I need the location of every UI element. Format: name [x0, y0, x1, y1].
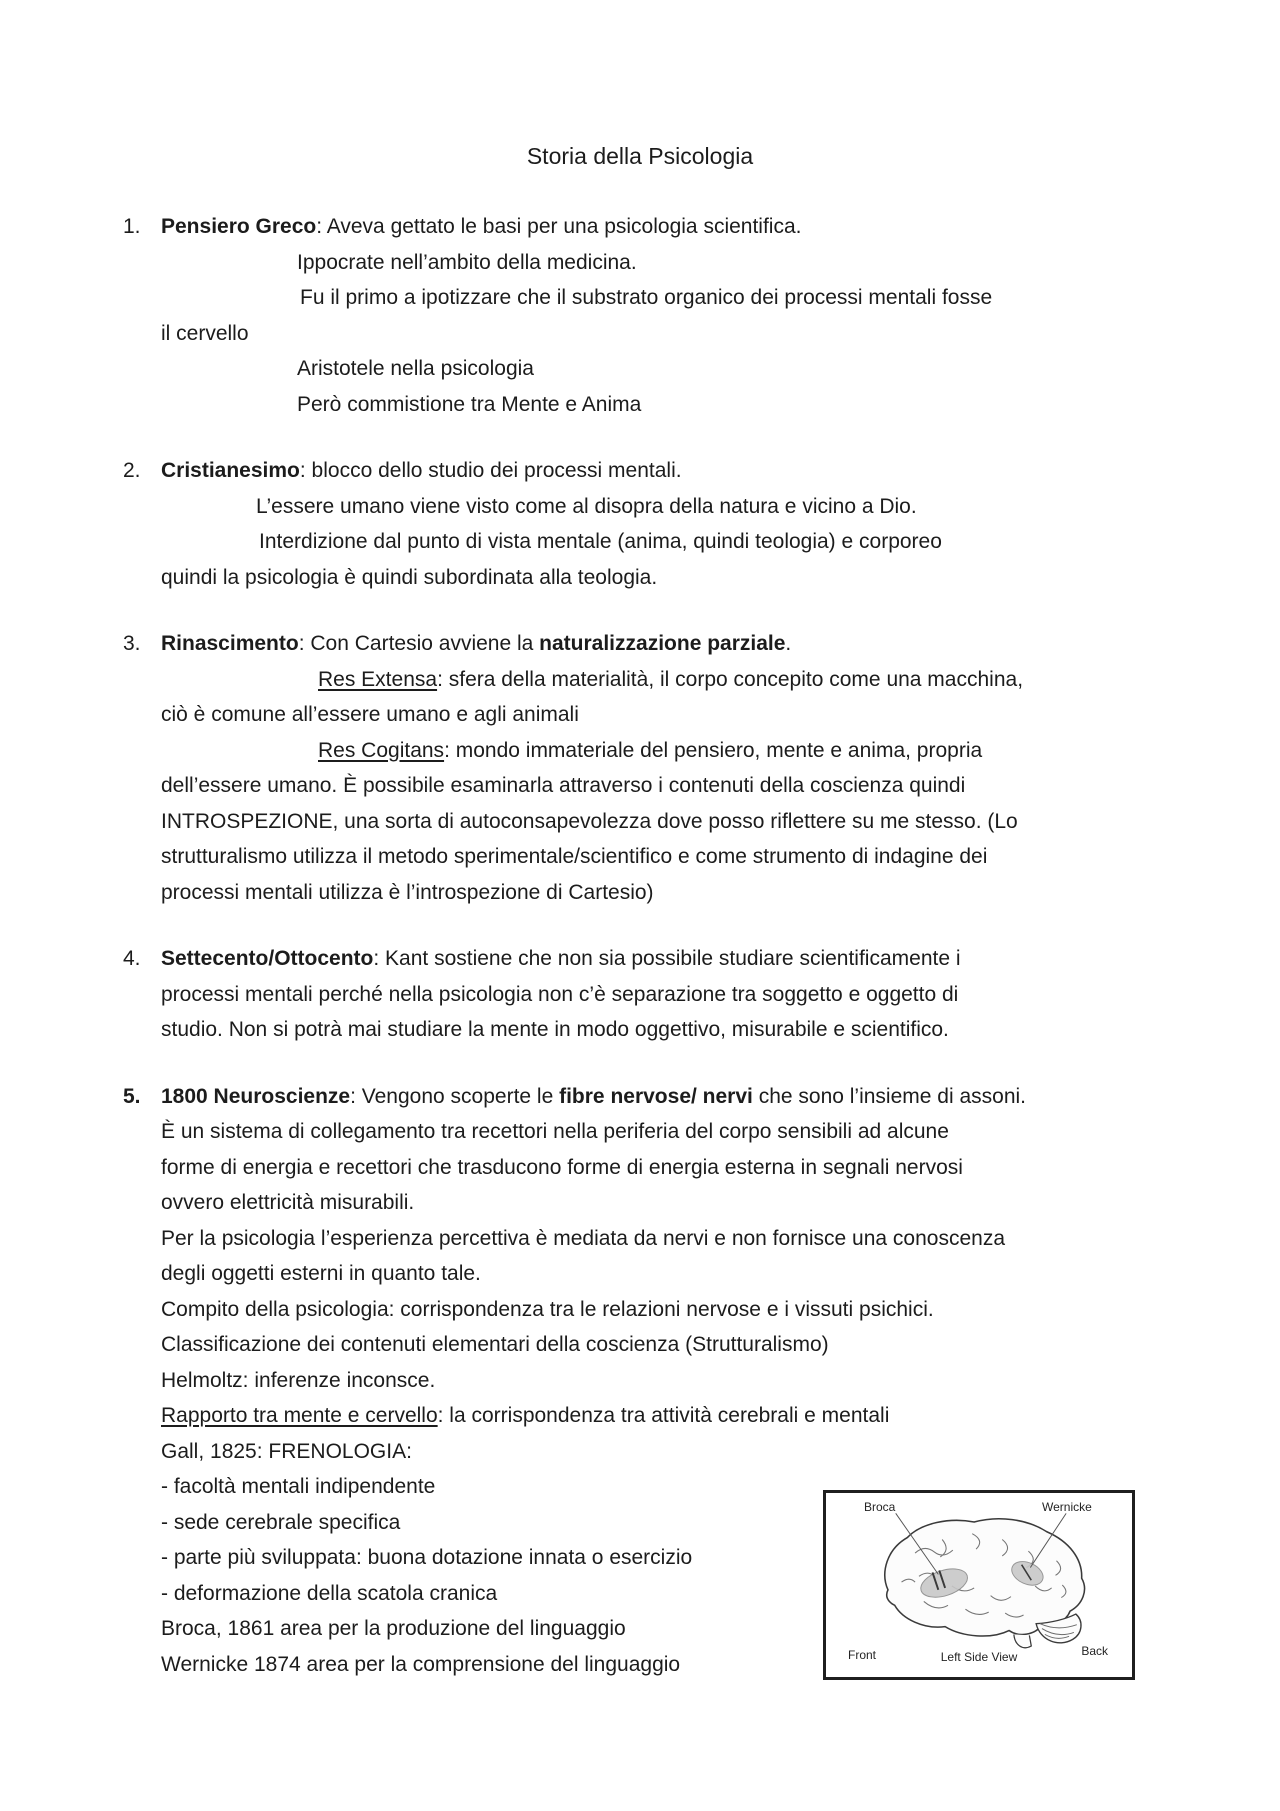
text-segment: Interdizione dal punto di vista mentale (anima, quindi teologia) e corporeo — [259, 530, 942, 553]
text-line — [161, 280, 1161, 316]
text-segment: processi mentali utilizza è l’introspezione di Cartesio) — [161, 880, 654, 904]
item-number: 3. — [123, 632, 141, 655]
text-segment: strutturalismo utilizza il metodo sperimentale/scientifico e come strumento di indagine dei — [161, 845, 988, 868]
text-segment: - sede cerebrale specifica — [161, 1510, 401, 1534]
text-segment: Settecento/Ottocento — [161, 947, 374, 970]
wernicke-label: Wernicke — [1042, 1500, 1092, 1514]
brain-figure — [823, 1490, 1135, 1680]
text-segment: che sono l’insieme di assoni. — [752, 1084, 1027, 1108]
text-line — [161, 1185, 1161, 1221]
item-number: 2. — [123, 459, 141, 482]
text-segment: il cervello — [161, 321, 249, 345]
brain-stem — [1014, 1634, 1031, 1647]
list-item — [123, 941, 1161, 1048]
text-line — [161, 875, 1161, 911]
text-segment: Pensiero Greco — [161, 215, 317, 238]
text-line — [161, 839, 1161, 875]
brain-outline — [885, 1519, 1085, 1636]
text-segment: Gall, 1825: FRENOLOGIA: — [161, 1439, 412, 1463]
text-segment: Wernicke 1874 area per la comprensione del linguaggio — [161, 1652, 681, 1676]
text-segment: Broca, 1861 area per la produzione del linguaggio — [161, 1617, 626, 1640]
text-segment: È un sistema di collegamento tra recettori nella periferia del corpo sensibili ad alcune — [161, 1120, 949, 1143]
text-line — [161, 1221, 1161, 1257]
text-line — [123, 626, 1161, 662]
item-number: 1. — [123, 215, 141, 238]
text-line — [161, 316, 1161, 352]
list-item — [123, 209, 1161, 422]
page-title: Storia della Psicologia — [526, 143, 754, 169]
back-label: Back — [1081, 1644, 1108, 1658]
text-line — [161, 804, 1161, 840]
text-segment: Helmoltz: inferenze inconsce. — [161, 1368, 436, 1392]
text-line — [161, 1398, 1161, 1434]
text-segment: degli oggetti esterni in quanto tale. — [161, 1262, 481, 1285]
text-segment: Classificazione dei contenuti elementari della coscienza (Strutturalismo) — [161, 1333, 829, 1356]
document-body — [123, 209, 1161, 1713]
text-line — [161, 768, 1161, 804]
text-segment: naturalizzazione parziale — [539, 632, 786, 655]
text-line — [161, 245, 1161, 281]
text-segment: ovvero elettricità misurabili. — [161, 1191, 415, 1214]
text-segment: INTROSPEZIONE, una sorta di autoconsapevolezza dove posso riflettere su me stesso. (Lo — [161, 809, 1018, 833]
text-segment: L’essere umano viene visto come al disopra della natura e vicino a Dio. — [256, 494, 917, 518]
text-segment: - deformazione della scatola cranica — [161, 1581, 498, 1605]
text-segment: Aristotele nella psicologia — [297, 357, 534, 380]
text-segment: Per la psicologia l’esperienza percettiva è mediata da nervi e non fornisce una conoscenza — [161, 1226, 1005, 1250]
text-segment: Fu il primo a ipotizzare che il substrato organico dei processi mentali fosse — [300, 286, 993, 309]
text-segment: Rapporto tra mente e cervello — [161, 1404, 438, 1427]
text-segment: forme di energia e recettori che trasducono forme di energia esterna in segnali nervosi — [161, 1155, 963, 1179]
text-line — [161, 1327, 1161, 1363]
text-segment: dell’essere umano. È possibile esaminarla attraverso i contenuti della coscienza quindi — [161, 774, 966, 797]
text-segment: processi mentali perché nella psicologia non c’è separazione tra soggetto e oggetto di — [161, 982, 959, 1006]
text-segment: : blocco dello studio dei processi mentali. — [299, 459, 682, 482]
text-line — [161, 387, 1161, 423]
text-segment: : mondo immateriale del pensiero, mente e anima, propria — [444, 738, 983, 762]
item-number: 5. — [123, 1084, 141, 1108]
text-segment: studio. Non si potrà mai studiare la mente in modo oggettivo, misurabile e scientifico. — [161, 1018, 949, 1041]
text-line — [161, 1256, 1161, 1292]
text-segment: 1800 Neuroscienze — [161, 1084, 351, 1108]
text-segment: - facoltà mentali indipendente — [161, 1475, 436, 1498]
text-line — [161, 1012, 1161, 1048]
text-line — [161, 351, 1161, 387]
text-segment: Cristianesimo — [161, 459, 300, 482]
text-segment: : Aveva gettato le basi per una psicologia scientifica. — [316, 215, 802, 238]
text-line — [123, 453, 1161, 489]
text-segment: . — [785, 632, 792, 655]
text-segment: Però commistione tra Mente e Anima — [297, 392, 642, 416]
front-label: Front — [848, 1648, 877, 1662]
text-line — [123, 209, 1161, 245]
list-item — [123, 626, 1161, 910]
text-segment: - parte più sviluppata: buona dotazione innata o esercizio — [161, 1546, 693, 1569]
text-segment: : Con Cartesio avviene la — [298, 632, 540, 655]
left-side-view-label: Left Side View — [940, 1650, 1018, 1664]
text-segment: Res Extensa — [318, 667, 438, 691]
text-segment: : Vengono scoperte le — [350, 1084, 560, 1108]
text-line — [161, 1434, 1161, 1470]
text-line — [161, 733, 1161, 769]
text-line — [161, 662, 1161, 698]
text-line — [161, 977, 1161, 1013]
text-line — [161, 489, 1161, 525]
text-segment: : sfera della materialità, il corpo concepito come una macchina, — [437, 667, 1024, 691]
text-line — [161, 1114, 1161, 1150]
text-line — [161, 1150, 1161, 1186]
text-segment: fibre nervose/ nervi — [559, 1084, 753, 1108]
text-line — [161, 524, 1161, 560]
text-segment: ciò è comune all’essere umano e agli animali — [161, 703, 579, 726]
text-segment: quindi la psicologia è quindi subordinata alla teologia. — [161, 565, 658, 589]
text-line — [161, 1363, 1161, 1399]
text-line — [161, 1292, 1161, 1328]
text-line — [123, 941, 1161, 977]
item-number: 4. — [123, 947, 141, 970]
broca-label: Broca — [864, 1500, 896, 1514]
text-segment: Rinascimento — [161, 632, 299, 655]
text-segment: Compito della psicologia: corrispondenza tra le relazioni nervose e i vissuti psichici. — [161, 1297, 934, 1321]
text-segment: : Kant sostiene che non sia possibile studiare scientificamente i — [373, 947, 961, 970]
text-segment: Res Cogitans — [318, 738, 445, 762]
text-line — [123, 1079, 1161, 1115]
text-segment: Ippocrate nell’ambito della medicina. — [297, 250, 637, 274]
text-line — [161, 560, 1161, 596]
list-item — [123, 453, 1161, 595]
text-line — [161, 697, 1161, 733]
text-segment: : la corrispondenza tra attività cerebrali e mentali — [437, 1404, 890, 1427]
